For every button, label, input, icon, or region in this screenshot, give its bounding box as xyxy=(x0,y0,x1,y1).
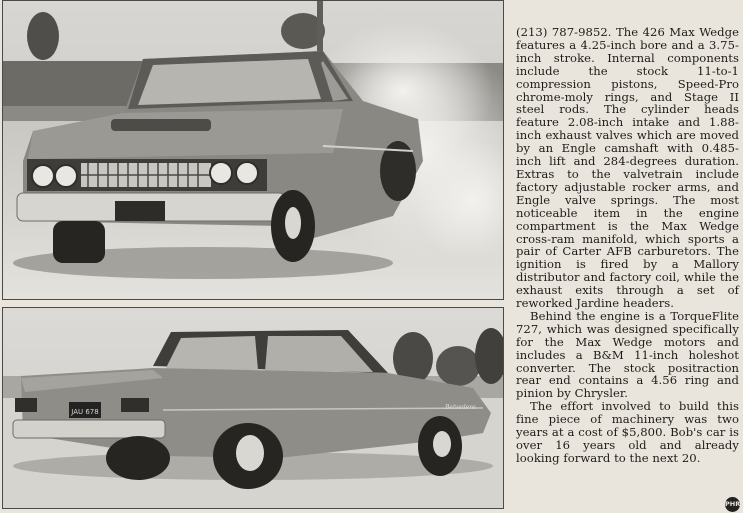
model-badge-text: Belvedere xyxy=(445,404,476,411)
tree-shape xyxy=(27,12,59,60)
car-rear-illustration xyxy=(3,308,503,508)
magazine-logo-icon xyxy=(725,497,740,512)
license-plate-text: JAU 678 xyxy=(71,408,99,416)
article-paragraph-1: (213) 787-9852. The 426 Max Wedge features a 4.25-inch bore and a 3.75-inch stroke. Internal components include the stock 11-to-1 compression pistons, Speed-Pro chrome-moly rings, and Stage II steel rods. The cylinder heads feature 2.08-inch intake and 1.88-inch exhaust valves which are moved by an Engle camshaft with 0.485-inch lift and 284-degrees duration. Extras to the valvetrain include factory adjustable rocker arms, and Engle valve springs. The most noticeable item in the engine compartment is the Max Wedge cross-ram manifold, which sports a pair of Carter AFB carburetors. The ignition is fired by a Mallory distributor and factory coil, while the exhaust exits through a set of reworked Jardine headers. xyxy=(516,25,739,311)
car-front-illustration xyxy=(3,1,503,299)
article-paragraph-3: The effort involved to build this fine piece of machinery was two years at a cost of $5,800. Bob's car is over 16 years old and already looking forward to the next 20. xyxy=(516,399,739,465)
magazine-logo-text: PHR xyxy=(725,500,741,508)
article-text-column xyxy=(516,26,739,465)
article-paragraph-2: Behind the engine is a TorqueFlite 727, which was designed specifically for the Max Wedge motors and includes a B&M 11-inch holeshot converter. The stock positraction rear end contains a 4.56 ring and pinion by Chrysler. xyxy=(516,308,739,401)
photo-car-front-burnout xyxy=(2,0,504,300)
photo-car-rear-three-quarter xyxy=(2,307,504,509)
